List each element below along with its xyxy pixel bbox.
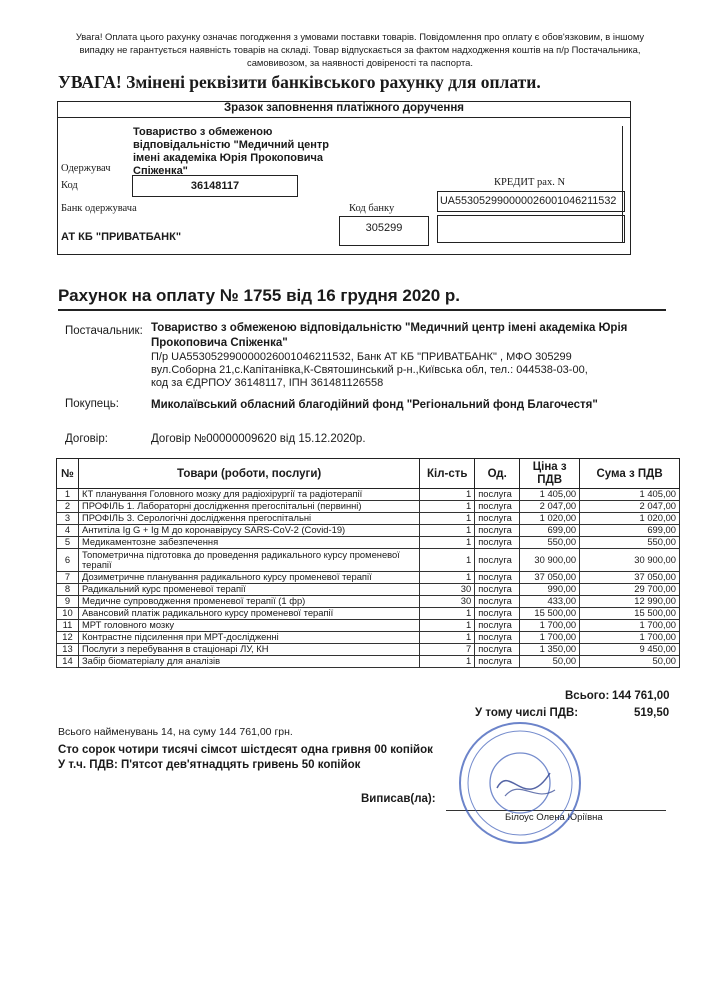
vat-in-words: У т.ч. ПДВ: П'ятсот дев'ятнадцять гривень 50 копійок [58,759,361,771]
row-unit: послуга [475,537,520,549]
supplier-details-line: вул.Соборна 21,с.Капітанівка,К-Святошинський р-н.,Київська обл, тел.: 044538-03-00, [151,364,588,376]
row-sum: 12 990,00 [580,596,680,608]
table-row [57,632,680,644]
recipient-label: Одержувач [61,163,111,174]
supplier-label: Постачальник: [65,325,143,337]
divider [58,309,666,311]
row-unit: послуга [475,644,520,656]
row-num: 4 [57,525,79,537]
row-unit: послуга [475,632,520,644]
payment-notice [60,30,660,69]
table-row [57,656,680,668]
supplier-name-line: Товариство з обмеженою відповідальністю "Медичний центр імені академіка Юрія [151,322,628,334]
row-qty: 1 [420,489,475,501]
supplier-details [151,351,588,390]
col-header-num: № [57,459,79,489]
row-num: 3 [57,513,79,525]
code-label: Код [61,180,78,191]
row-name: Радикальний курс променевої терапії [78,584,419,596]
table-row [57,501,680,513]
row-num: 11 [57,620,79,632]
row-qty: 1 [420,572,475,584]
row-qty: 1 [420,608,475,620]
row-unit: послуга [475,596,520,608]
bank-code-label: Код банку [349,203,395,214]
table-header-row [57,459,680,489]
row-sum: 29 700,00 [580,584,680,596]
col-header-price [520,459,580,489]
row-name: Забір біоматеріалу для аналізів [78,656,419,668]
row-num: 5 [57,537,79,549]
row-price: 2 047,00 [520,501,580,513]
table-row [57,596,680,608]
total-in-words: Сто сорок чотири тисячі сімсот шістдесят одна гривня 00 копійок [58,744,433,756]
row-name: ПРОФІЛЬ 1. Лабораторні дослідження прегоспітальні (первинні) [78,501,419,513]
row-qty: 1 [420,513,475,525]
col-header-goods: Товари (роботи, послуги) [78,459,419,489]
row-num: 7 [57,572,79,584]
table-row [57,620,680,632]
row-qty: 30 [420,596,475,608]
notice-line-3: самовивозом, за наявності довіреності та паспорта. [247,57,473,68]
row-price: 433,00 [520,596,580,608]
row-unit: послуга [475,501,520,513]
row-unit: послуга [475,513,520,525]
row-unit: послуга [475,656,520,668]
row-sum: 1 700,00 [580,632,680,644]
row-name: Авансовий платіж радикального курсу променевої терапії [78,608,419,620]
row-name: Антитіла Ig G + Ig M до коронавірусу SARS-CoV-2 (Covid-19) [78,525,419,537]
row-name: Послуги з перебування в стаціонарі ЛУ, КН [78,644,419,656]
row-num: 9 [57,596,79,608]
row-qty: 1 [420,656,475,668]
account-blank-field [437,215,625,243]
row-sum: 15 500,00 [580,608,680,620]
row-price: 15 500,00 [520,608,580,620]
table-row [57,608,680,620]
items-count-summary: Всього найменувань 14, на суму 144 761,00 грн. [58,726,293,738]
row-qty: 1 [420,537,475,549]
row-name: МРТ головного мозку [78,620,419,632]
row-qty: 1 [420,632,475,644]
row-name: Медикаментозне забезпечення [78,537,419,549]
credit-label: КРЕДИТ рах. N [494,177,566,188]
table-row [57,584,680,596]
row-sum: 37 050,00 [580,572,680,584]
table-row [57,549,680,572]
row-num: 8 [57,584,79,596]
payment-order-title: Зразок заповнення платіжного доручення [223,102,465,114]
row-num: 6 [57,549,79,572]
notice-line-1: Увага! Оплата цього рахунку означає погодження з умовами поставки товарів. Повідомлення про оплату є обов'язковим, в іншому [75,31,645,42]
row-price: 1 700,00 [520,632,580,644]
row-qty: 1 [420,620,475,632]
table-row [57,572,680,584]
bank-name: АТ КБ "ПРИВАТБАНК" [61,231,182,243]
row-sum: 9 450,00 [580,644,680,656]
row-price: 1 020,00 [520,513,580,525]
row-name: Дозиметричне планування радикального курсу променевої терапії [78,572,419,584]
buyer-name: Миколаївський обласний благодійний фонд "Регіональний фонд Благочестя" [151,399,598,411]
supplier-details-line: код за ЄДРПОУ 36148117, ІПН 361481126558 [151,377,384,389]
row-sum: 30 900,00 [580,549,680,572]
row-qty: 30 [420,584,475,596]
row-unit: послуга [475,525,520,537]
table-row [57,644,680,656]
row-price: 30 900,00 [520,549,580,572]
issued-by-label: Виписав(ла): [361,793,436,805]
row-price: 990,00 [520,584,580,596]
row-unit: послуга [475,620,520,632]
notice-line-2: випадку не гарантується наявність товарів на складі. Товар відпускається за фактом надходження коштів на п/р Постачальника, [79,44,641,55]
bank-label: Банк одержувача [61,203,137,214]
contract-value: Договір №00000009620 від 15.12.2020р. [151,433,366,445]
row-num: 12 [57,632,79,644]
account-value: UA553052990000026001046211532 [437,191,625,212]
row-price: 37 050,00 [520,572,580,584]
row-qty: 1 [420,549,475,572]
table-row [57,513,680,525]
total-label: Всього: [565,690,610,702]
vat-label: У тому числі ПДВ: [475,707,579,719]
table-row [57,537,680,549]
row-name: ПРОФІЛЬ 3. Серологічні дослідження прегоспітальні [78,513,419,525]
row-price: 699,00 [520,525,580,537]
table-row [57,525,680,537]
row-sum: 1 020,00 [580,513,680,525]
supplier-details-line: П/р UA553052990000026001046211532, Банк АТ КБ "ПРИВАТБАНК" , МФО 305299 [151,351,572,363]
row-num: 2 [57,501,79,513]
invoice-title: Рахунок на оплату № 1755 від 16 грудня 2020 р. [58,286,461,305]
row-unit: послуга [475,608,520,620]
row-qty: 1 [420,501,475,513]
row-qty: 7 [420,644,475,656]
row-unit: послуга [475,549,520,572]
col-header-price-line: ПДВ [537,473,563,486]
row-num: 14 [57,656,79,668]
row-price: 1 350,00 [520,644,580,656]
row-sum: 1 700,00 [580,620,680,632]
divider [57,117,631,118]
supplier-name-line: Прокоповича Спіженка" [151,337,288,349]
recipient-line: імені академіка Юрія Прокоповича [133,152,324,164]
total-value: 144 761,00 [612,690,670,702]
row-num: 10 [57,608,79,620]
row-sum: 1 405,00 [580,489,680,501]
vat-value: 519,50 [634,707,670,719]
row-unit: послуга [475,584,520,596]
buyer-label: Покупець: [65,398,119,410]
row-price: 1 700,00 [520,620,580,632]
items-table [56,458,680,668]
row-sum: 550,00 [580,537,680,549]
row-name: Топометрична підготовка до проведення радикального курсу променевої терапії [78,549,419,572]
col-header-unit: Од. [475,459,520,489]
col-header-sum: Сума з ПДВ [580,459,680,489]
row-price: 1 405,00 [520,489,580,501]
row-price: 550,00 [520,537,580,549]
row-name: КТ планування Головного мозку для радіохірургії та радіотерапії [78,489,419,501]
recipient-line: Спіженка" [133,165,188,177]
row-qty: 1 [420,525,475,537]
recipient-line: відповідальністю "Медичний центр [133,139,329,151]
row-sum: 50,00 [580,656,680,668]
company-stamp-icon [455,718,585,848]
row-price: 50,00 [520,656,580,668]
contract-label: Договір: [65,433,108,445]
row-name: Медичне супроводження променевої терапії (1 фр) [78,596,419,608]
col-header-qty: Кіл-сть [420,459,475,489]
recipient-name [133,126,329,178]
bank-code-value: 305299 [339,216,429,246]
row-num: 1 [57,489,79,501]
row-unit: послуга [475,572,520,584]
issuer-name: Білоус Олена Юріївна [505,812,603,823]
recipient-line: Товариство з обмеженою [133,126,273,138]
row-unit: послуга [475,489,520,501]
row-name: Контрастне підсилення при МРТ-дослідженні [78,632,419,644]
row-sum: 699,00 [580,525,680,537]
bank-details-warning: УВАГА! Змінені реквізити банківського рахунку для оплати. [58,72,541,92]
table-row [57,489,680,501]
code-value: 36148117 [132,175,298,197]
row-num: 13 [57,644,79,656]
supplier-name [151,321,627,351]
col-header-price-line: Ціна з [532,460,567,473]
row-sum: 2 047,00 [580,501,680,513]
